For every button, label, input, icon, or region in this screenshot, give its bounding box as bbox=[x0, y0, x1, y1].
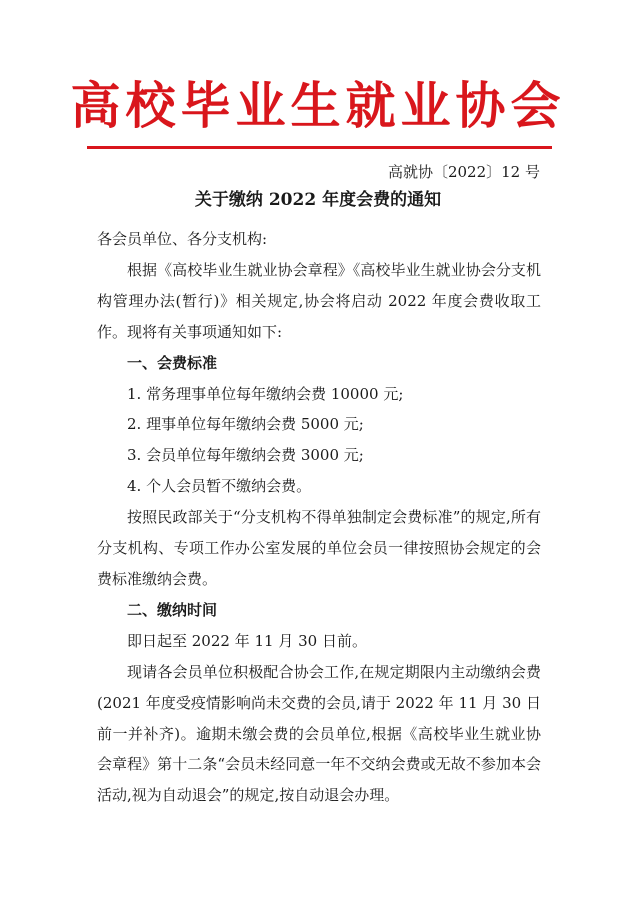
header-red-rule bbox=[87, 146, 552, 149]
section-heading-payment-time: 二、缴纳时间 bbox=[127, 600, 218, 619]
salutation: 各会员单位、各分支机构: bbox=[97, 230, 268, 248]
notice-body bbox=[97, 224, 541, 811]
org-name-header: 高校毕业生就业协会 bbox=[70, 77, 566, 135]
section-heading-fee-standard: 一、会费标准 bbox=[127, 353, 218, 372]
fee-item: 2. 理事单位每年缴纳会费 5000 元; bbox=[127, 415, 364, 434]
intro-paragraph: 根据《高校毕业生就业协会章程》《高校毕业生就业协会分支机构管理办法(暂行)》相关规定,协会将启动 2022 年度会费收取工作。现将有关事项通知如下: bbox=[97, 260, 541, 341]
fee-item: 3. 会员单位每年缴纳会费 3000 元; bbox=[127, 446, 364, 465]
payment-request-paragraph: 现请各会员单位积极配合协会工作,在规定期限内主动缴纳会费(2021 年度受疫情影响尚未交费的会员,请于 2022 年 11 月 30 日前一并补齐)。逾期未缴会费的会员单位,根据《高校毕业生就业协会章程》第十二条“会员未经同意一年不交纳会费或无故不参加本会活动,视为自动退会”的规定,按自动退会办理。 bbox=[97, 662, 541, 805]
fee-item: 4. 个人会员暂不缴纳会费。 bbox=[127, 477, 312, 496]
branch-standard-paragraph: 按照民政部关于“分支机构不得单独制定会费标准”的规定,所有分支机构、专项工作办公室发展的单位会员一律按照协会规定的会费标准缴纳会费。 bbox=[97, 508, 541, 588]
fee-item: 1. 常务理事单位每年缴纳会费 10000 元; bbox=[127, 384, 404, 403]
notice-title: 关于缴纳 2022 年度会费的通知 bbox=[194, 190, 442, 210]
document-number: 高就协〔2022〕12 号 bbox=[387, 163, 540, 181]
deadline-paragraph: 即日起至 2022 年 11 月 30 日前。 bbox=[127, 631, 367, 650]
